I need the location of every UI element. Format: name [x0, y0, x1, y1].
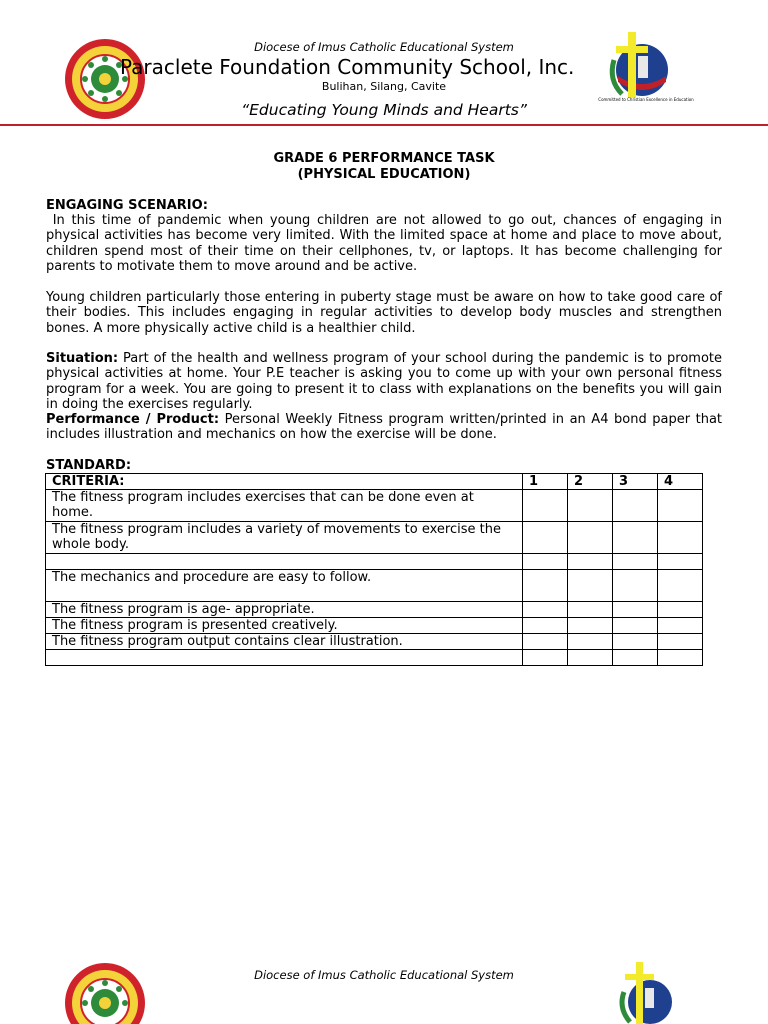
- criterion-text: The fitness program is presented creatively.: [46, 618, 523, 634]
- score-cell: [568, 522, 613, 554]
- product-label: Performance / Product:: [46, 412, 220, 427]
- score-cell: [523, 522, 568, 554]
- score-header-3: 3: [613, 474, 658, 490]
- criterion-text: The fitness program is age- appropriate.: [46, 602, 523, 618]
- table-row: [46, 602, 703, 618]
- score-cell: [658, 650, 703, 666]
- standard-heading: STANDARD:: [46, 458, 132, 473]
- score-cell: [523, 618, 568, 634]
- score-cell: [613, 522, 658, 554]
- header-divider: [0, 124, 768, 126]
- scenario-paragraph-2: Young children particularly those entering in puberty stage must be aware on how to take good care of their bodies. This includes engaging in regular activities to develop body muscles and strengthen bones. A more physically active child is a healthier child.: [46, 290, 722, 336]
- table-row: [46, 522, 703, 554]
- score-cell: [523, 634, 568, 650]
- school-motto: “Educating Young Minds and Hearts”: [241, 101, 527, 119]
- score-cell: [658, 554, 703, 570]
- criterion-text: The fitness program output contains clear illustration.: [46, 634, 523, 650]
- score-cell: [613, 602, 658, 618]
- score-cell: [523, 570, 568, 602]
- score-header-1: 1: [523, 474, 568, 490]
- score-cell: [523, 554, 568, 570]
- score-cell: [568, 554, 613, 570]
- score-header-2: 2: [568, 474, 613, 490]
- right-logo-caption: Committed to Christian Excellence in Education: [598, 97, 694, 102]
- score-cell: [658, 634, 703, 650]
- situation-label: Situation:: [46, 351, 119, 366]
- criterion-text: The mechanics and procedure are easy to follow.: [46, 570, 523, 602]
- score-cell: [568, 570, 613, 602]
- criterion-text: [46, 554, 523, 570]
- score-cell: [658, 522, 703, 554]
- score-cell: [568, 602, 613, 618]
- rubric-table: [45, 473, 703, 666]
- table-row: [46, 490, 703, 522]
- product-text: Personal Weekly Fitness program written/printed in an A4 bond paper that includes illustration and mechanics on how the exercise will be done.: [46, 412, 723, 443]
- table-row: [46, 618, 703, 634]
- table-row: [46, 570, 703, 602]
- criterion-text: [46, 650, 523, 666]
- score-cell: [568, 490, 613, 522]
- score-cell: [523, 650, 568, 666]
- score-cell: [613, 634, 658, 650]
- footer-diocese: Diocese of Imus Catholic Educational System: [254, 968, 514, 982]
- score-cell: [658, 618, 703, 634]
- criterion-text: The fitness program includes exercises that can be done even at home.: [46, 490, 523, 522]
- scenario-heading: ENGAGING SCENARIO:: [46, 198, 208, 213]
- score-cell: [568, 650, 613, 666]
- diocese-header: Diocese of Imus Catholic Educational System: [254, 40, 514, 54]
- task-title: GRADE 6 PERFORMANCE TASK: [273, 151, 495, 166]
- product-paragraph: [46, 412, 722, 443]
- table-row: [46, 554, 703, 570]
- table-row: [46, 650, 703, 666]
- score-cell: [523, 490, 568, 522]
- score-cell: [658, 570, 703, 602]
- situation-text: Part of the health and wellness program of your school during the pandemic is to promote physical activities at home. Your P.E teacher is asking you to come up with your own personal fitness program for a week. You are going to present it to class with explanations on the benefits you will gain in doing the exercises regularly.: [46, 351, 722, 413]
- score-cell: [613, 650, 658, 666]
- score-cell: [613, 490, 658, 522]
- table-row: [46, 634, 703, 650]
- task-subtitle: (PHYSICAL EDUCATION): [297, 167, 471, 182]
- score-cell: [613, 570, 658, 602]
- score-header-4: 4: [658, 474, 703, 490]
- score-cell: [613, 554, 658, 570]
- score-cell: [568, 634, 613, 650]
- score-cell: [523, 602, 568, 618]
- criteria-header: CRITERIA:: [46, 474, 523, 490]
- school-address: Bulihan, Silang, Cavite: [321, 80, 447, 93]
- score-cell: [568, 618, 613, 634]
- score-cell: [658, 490, 703, 522]
- score-cell: [613, 618, 658, 634]
- criterion-text: The fitness program includes a variety of movements to exercise the whole body.: [46, 522, 523, 554]
- situation-paragraph: [46, 351, 722, 413]
- score-cell: [658, 602, 703, 618]
- footer-cross-globe-logo: [612, 960, 684, 1024]
- school-name: Paraclete Foundation Community School, Inc.: [120, 55, 575, 79]
- rubric-header-row: [46, 474, 703, 490]
- scenario-paragraph-1: In this time of pandemic when young children are not allowed to go out, chances of engaging in physical activities has become very limited. With the limited space at home and place to move about, children spend most of their time on their cellphones, tv, or laptops. It has become challenging for parents to motivate them to move around and be active.: [46, 213, 727, 275]
